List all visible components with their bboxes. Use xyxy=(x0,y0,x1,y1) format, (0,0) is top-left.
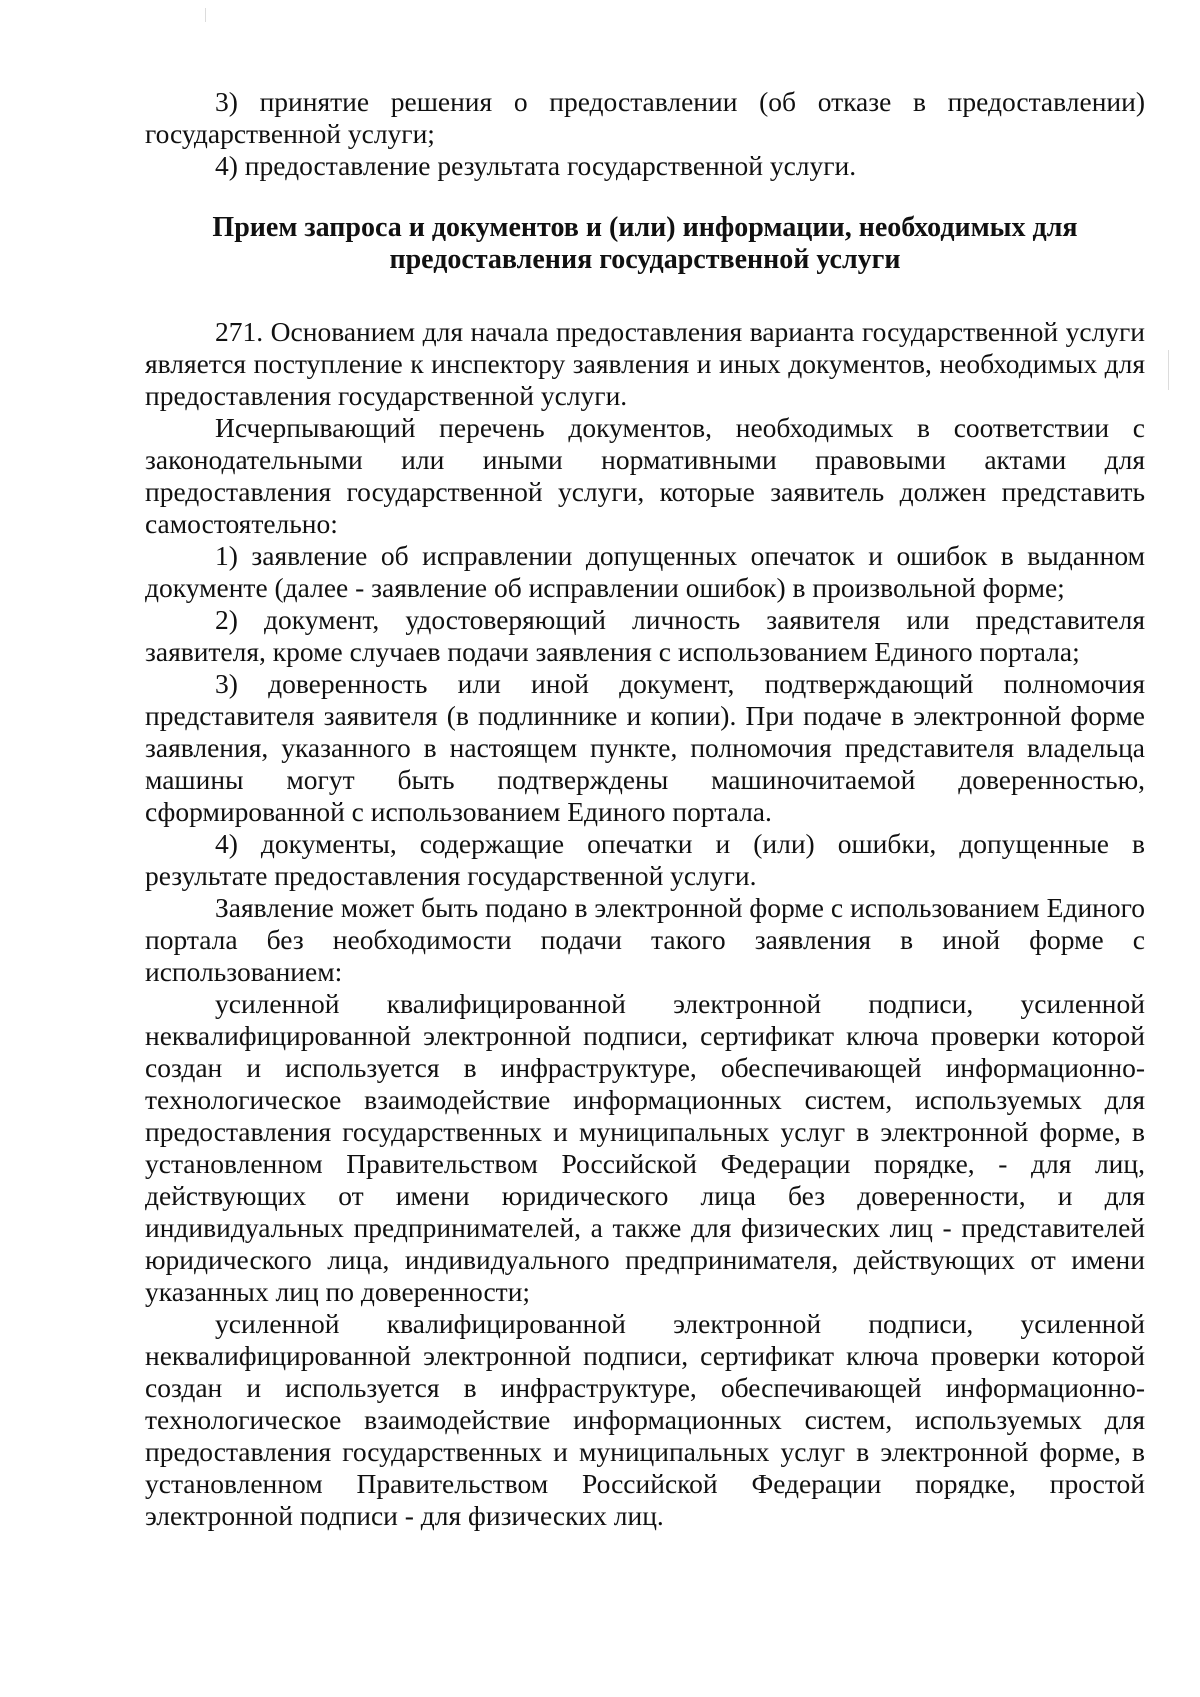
scan-mark-right xyxy=(1168,350,1169,390)
list-item-3-decision: 3) принятие решения о предоставлении (об отказе в предоставлении) государственной услуги; xyxy=(145,86,1145,149)
paragraph-signature-legal-entities: усиленной квалифицированной электронной подписи, усиленной неквалифицированной электронной подписи, сертификат ключа проверки которой создан и используется в инфраструктуре, обеспечивающей информационно-технологическое взаимодействие информационных систем, используемых для предоставления государственных и муниципальных услуг в электронной форме, в установленном Правительством Российской Федерации порядке, - для лиц, действующих от имени юридического лица без доверенности, и для индивидуальных предпринимателей, а также для физических лиц - представителей юридического лица, индивидуального предпринимателя, действующих от имени указанных лиц по доверенности; xyxy=(145,988,1145,1307)
paragraph-signature-individuals: усиленной квалифицированной электронной подписи, усиленной неквалифицированной электронной подписи, сертификат ключа проверки которой создан и используется в инфраструктуре, обеспечивающей информационно-технологическое взаимодействие информационных систем, используемых для предоставления государственных и муниципальных услуг в электронной форме, в установленном Правительством Российской Федерации порядке, простой электронной подписи - для физических лиц. xyxy=(145,1308,1145,1531)
scan-mark-top xyxy=(205,8,206,22)
list-item-2-identity-document: 2) документ, удостоверяющий личность заявителя или представителя заявителя, кроме случаев подачи заявления с использованием Единого портала; xyxy=(145,604,1145,667)
section-heading-line-1: Прием запроса и документов и (или) информации, необходимых для xyxy=(212,212,1078,243)
list-item-4-documents-with-errors: 4) документы, содержащие опечатки и (или) ошибки, допущенные в результате предоставления государственной услуги. xyxy=(145,828,1145,891)
section-heading xyxy=(145,212,1145,276)
list-item-1-application: 1) заявление об исправлении допущенных опечаток и ошибок в выданном документе (далее - заявление об исправлении ошибок) в произвольной форме; xyxy=(145,540,1145,603)
paragraph-271: 271. Основанием для начала предоставления варианта государственной услуги является поступление к инспектору заявления и иных документов, необходимых для предоставления государственной услуги. xyxy=(145,316,1145,411)
list-item-3-power-of-attorney: 3) доверенность или иной документ, подтверждающий полномочия представителя заявителя (в подлиннике и копии). При подаче в электронной форме заявления, указанного в настоящем пункте, полномочия представителя владельца машины могут быть подтверждены машиночитаемой доверенностью, сформированной с использованием Единого портала. xyxy=(145,668,1145,827)
paragraph-electronic-submission: Заявление может быть подано в электронной форме с использованием Единого портала без необходимости подачи такого заявления в иной форме с использованием: xyxy=(145,892,1145,987)
list-item-4-result: 4) предоставление результата государственной услуги. xyxy=(215,150,857,181)
paragraph-exhaustive-list: Исчерпывающий перечень документов, необходимых в соответствии с законодательными или иными нормативными правовыми актами для предоставления государственной услуги, которые заявитель должен представить самостоятельно: xyxy=(145,412,1145,539)
document-body xyxy=(145,86,1145,1532)
section-heading-line-2: предоставления государственной услуги xyxy=(389,244,901,275)
